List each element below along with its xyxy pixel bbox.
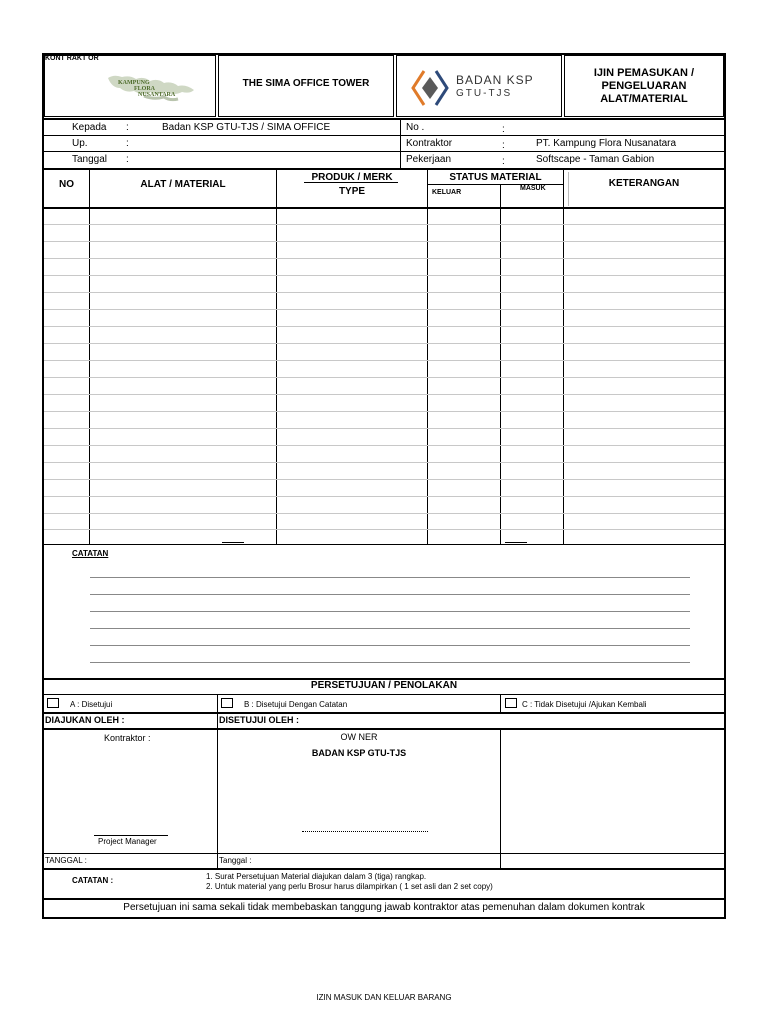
- col-divider-keluar: [500, 185, 501, 544]
- col-header-status: STATUS MATERIAL: [449, 172, 542, 183]
- footer-title: IZIN MASUK DAN KELUAR BARANG: [316, 993, 452, 1002]
- disclaimer-text: Persetujuan ini sama sekali tidak membebaskan tanggung jawab kontraktor atas pemenuhan dalam dokumen kontrak: [123, 902, 645, 913]
- col-header-masuk: MASUK: [520, 185, 546, 192]
- col-header-alat: ALAT / MATERIAL: [140, 179, 226, 190]
- diajukan-label: DIAJUKAN OLEH :: [45, 715, 125, 725]
- kontraktor-info-colon: :: [502, 140, 505, 151]
- kontraktor-label: KONT RAKT OR: [45, 55, 99, 62]
- table-header-bottom: [42, 207, 726, 209]
- tanggal-row-top: [42, 853, 726, 854]
- kepada-value: Badan KSP GTU-TJS / SIMA OFFICE: [162, 122, 331, 133]
- table-row: [44, 394, 724, 395]
- owner-logo-text-1: BADAN KSP: [456, 73, 534, 87]
- catatan-line: [90, 662, 690, 663]
- catatan-line: [90, 611, 690, 612]
- tanggal-right-label: Tanggal :: [219, 856, 252, 865]
- form-title-line-3: ALAT/MATERIAL: [600, 93, 688, 105]
- kontraktor-signer-label: Kontraktor :: [104, 733, 151, 743]
- approval-title-bottom: [42, 694, 726, 695]
- col-divider-no: [89, 169, 90, 544]
- table-row: [44, 343, 724, 344]
- table-row: [44, 513, 724, 514]
- options-bottom-border: [42, 712, 726, 714]
- catatan-line: [90, 577, 690, 578]
- table-row: [44, 377, 724, 378]
- col-header-produk: PRODUK / MERK: [311, 172, 393, 183]
- owner-signer-name: BADAN KSP GTU-TJS: [311, 748, 407, 758]
- table-row: [44, 496, 724, 497]
- table-tick: [222, 542, 244, 543]
- table-row: [44, 411, 724, 412]
- col-divider-alat: [276, 169, 277, 544]
- approval-divider-1: [217, 695, 218, 869]
- option-a-checkbox[interactable]: [47, 698, 59, 708]
- logo-text-kampung: KAMPUNG: [118, 80, 150, 86]
- table-row: [44, 428, 724, 429]
- up-label: Up.: [72, 138, 88, 149]
- notes-line-2: 2. Untuk material yang perlu Brosur harus dilampirkan ( 1 set asli dan 2 set copy): [206, 882, 493, 891]
- no-label: No .: [406, 122, 425, 133]
- col-divider-produk: [427, 169, 428, 544]
- table-row: [44, 292, 724, 293]
- info-divider: [400, 119, 401, 168]
- project-manager-label: Project Manager: [98, 837, 157, 846]
- project-title: THE SIMA OFFICE TOWER: [242, 78, 370, 89]
- kampung-flora-logo: [104, 72, 200, 104]
- kepada-label: Kepada: [72, 122, 107, 133]
- catatan-line: [90, 628, 690, 629]
- table-row: [44, 275, 724, 276]
- table-row: [44, 479, 724, 480]
- table-bottom-border: [42, 544, 726, 545]
- pekerjaan-label: Pekerjaan: [406, 154, 452, 165]
- notes-label: CATATAN :: [72, 876, 114, 885]
- tanggal-left-label: TANGGAL :: [45, 856, 87, 865]
- table-row: [44, 241, 724, 242]
- col-header-type: TYPE: [338, 186, 366, 197]
- table-row: [44, 445, 724, 446]
- pekerjaan-value: Softscape - Taman Gabion: [536, 154, 655, 165]
- col-divider-masuk: [563, 169, 564, 544]
- table-row: [44, 462, 724, 463]
- pm-signature-line: [94, 835, 168, 836]
- up-colon: :: [126, 138, 129, 149]
- approval-title: PERSETUJUAN / PENOLAKAN: [310, 680, 458, 691]
- option-b-checkbox[interactable]: [221, 698, 233, 708]
- info-top-border: [42, 118, 726, 120]
- col-header-no: NO: [59, 179, 74, 190]
- notes-top-border: [42, 868, 726, 870]
- kontraktor-info-label: Kontraktor: [406, 138, 453, 149]
- catatan-line: [90, 645, 690, 646]
- notes-line-1: 1. Surat Persetujuan Material diajukan dalam 3 (tiga) rangkap.: [206, 872, 427, 881]
- option-c-label: C : Tidak Disetujui /Ajukan Kembali: [522, 700, 647, 709]
- owner-signature-line: [302, 831, 428, 832]
- catatan-line: [90, 594, 690, 595]
- option-c-checkbox[interactable]: [505, 698, 517, 708]
- info-row-line-2: [42, 151, 726, 152]
- tanggal-label: Tanggal: [72, 154, 108, 165]
- info-row-line-1: [42, 135, 726, 136]
- option-b-label: B : Disetujui Dengan Catatan: [244, 700, 348, 709]
- pekerjaan-colon: :: [502, 156, 505, 167]
- no-colon: :: [502, 124, 505, 135]
- owner-signer-label: OW NER: [340, 732, 378, 742]
- table-top-border: [42, 168, 726, 170]
- approval-divider-3: [500, 729, 501, 869]
- table-row: [44, 224, 724, 225]
- col-header-keterangan: KETERANGAN: [608, 178, 680, 189]
- logo-text-flora: FLORA: [134, 86, 155, 92]
- option-a-label: A : Disetujui: [70, 700, 113, 709]
- signers-top-border: [42, 728, 726, 730]
- badan-ksp-logo-icon: [410, 68, 450, 108]
- table-row: [44, 258, 724, 259]
- disetujui-label: DISETUJUI OLEH :: [219, 715, 300, 725]
- kepada-colon: :: [126, 122, 129, 133]
- approval-divider-2: [500, 695, 501, 713]
- table-row: [44, 360, 724, 361]
- table-row: [44, 529, 724, 530]
- disclaimer-top-border: [42, 898, 726, 900]
- form-title-line-2: PENGELUARAN: [601, 80, 687, 92]
- col-header-keluar: KELUAR: [432, 189, 462, 196]
- logo-text-nusantara: NUSANTARA: [138, 92, 176, 98]
- table-tick: [505, 542, 527, 543]
- table-row: [44, 309, 724, 310]
- tanggal-colon: :: [126, 154, 129, 165]
- owner-logo-text-2: GTU-TJS: [456, 88, 513, 99]
- table-row: [44, 326, 724, 327]
- kontraktor-info-value: PT. Kampung Flora Nusanatara: [536, 138, 677, 149]
- form-title-line-1: IJIN PEMASUKAN /: [593, 67, 695, 79]
- catatan-label: CATATAN: [72, 549, 109, 558]
